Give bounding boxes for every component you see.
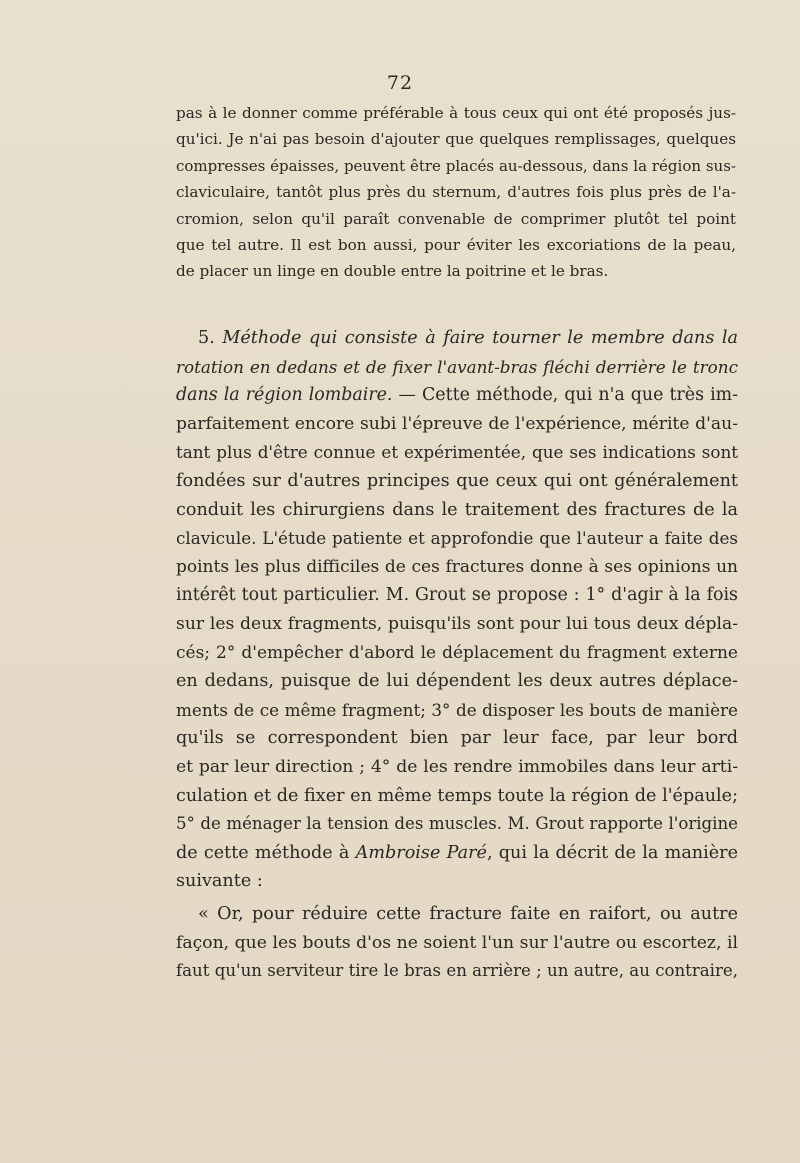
text-line: cromion, selon qu'il paraît convenable de comprimer plutôt tel point: [176, 209, 736, 228]
quote-line: « Or, pour réduire cette fracture faite en raifort, ou autre: [198, 904, 738, 924]
text-line: que tel autre. Il est bon aussi, pour éviter les excoriations de la peau,: [176, 236, 736, 255]
text-line: de placer un linge en double entre la poitrine et le bras.: [176, 262, 609, 281]
text-line: cés; 2° d'empêcher d'abord le déplacement du fragment externe: [176, 642, 738, 663]
text-line: clavicule. L'étude patiente et approfondie que l'auteur a faite des: [176, 528, 738, 549]
text-line: tant plus d'être connue et expérimentée, que ses indications sont: [176, 442, 738, 463]
section-title: Méthode qui consiste à faire tourner le membre dans la: [222, 328, 739, 348]
text-line: compresses épaisses, peuvent être placés au-dessous, dans la région sus-: [176, 156, 736, 175]
text-line: pas à le donner comme préférable à tous ceux qui ont été proposés jus-: [176, 104, 736, 122]
text-line: et par leur direction ; 4° de les rendre immobiles dans leur arti-: [176, 756, 738, 777]
quote-line: faut qu'un serviteur tire le bras en arrière ; un autre, au contraire,: [176, 961, 738, 981]
section-5: [176, 324, 738, 896]
text-line: qu'ici. Je n'ai pas besoin d'ajouter que quelques remplissages, quelques: [176, 130, 736, 149]
text-line: en dedans, puisque de lui dépendent les deux autres déplace-: [176, 671, 738, 692]
text-line: suivante :: [176, 871, 263, 892]
section-heading-line: [176, 324, 738, 353]
author-name: Ambroise Paré: [355, 842, 487, 863]
text-line: fondées sur d'autres principes que ceux qui ont généralement: [176, 470, 738, 491]
text-run: , qui la décrit de la manière: [486, 842, 738, 863]
text-line: parfaitement encore subi l'épreuve de l'expérience, mérite d'au-: [176, 413, 738, 434]
text-line: intérêt tout particulier. M. Grout se propose : 1° d'agir à la fois: [176, 585, 738, 606]
section-number: 5.: [198, 328, 215, 348]
section-title-line: [176, 381, 738, 410]
text-line: claviculaire, tantôt plus près du sternum, d'autres fois plus près de l'a-: [176, 183, 736, 202]
quote-line: façon, que les bouts d'os ne soient l'un sur l'autre ou escortez, il: [176, 932, 738, 953]
text-line: 5° de ménager la tension des muscles. M. Grout rapporte l'origine: [176, 814, 738, 834]
text-run: — Cette méthode, qui n'a que très im-: [392, 385, 738, 406]
text-line: ments de ce même fragment; 3° de disposer les bouts de manière: [176, 699, 738, 720]
text-line: conduit les chirurgiens dans le traitement des fractures de la: [176, 499, 738, 520]
text-line: points les plus difficiles de ces fractures donne à ses opinions un: [176, 556, 738, 577]
section-title-line: rotation en dedans et de fixer l'avant-bras fléchi derrière le tronc: [176, 356, 738, 377]
text-run: de cette méthode à: [176, 842, 356, 863]
text-line: [176, 839, 738, 868]
section-title-end: dans la région lombaire.: [176, 385, 393, 406]
text-line: sur les deux fragments, puisqu'ils sont pour lui tous deux dépla-: [176, 613, 738, 634]
page-number: 72: [386, 72, 414, 94]
paragraph-continuation: [176, 100, 736, 285]
text-line: culation et de fixer en même temps toute la région de l'épaule;: [176, 785, 738, 806]
quotation: [176, 900, 738, 986]
text-line: qu'ils se correspondent bien par leur face, par leur bord: [176, 728, 738, 749]
